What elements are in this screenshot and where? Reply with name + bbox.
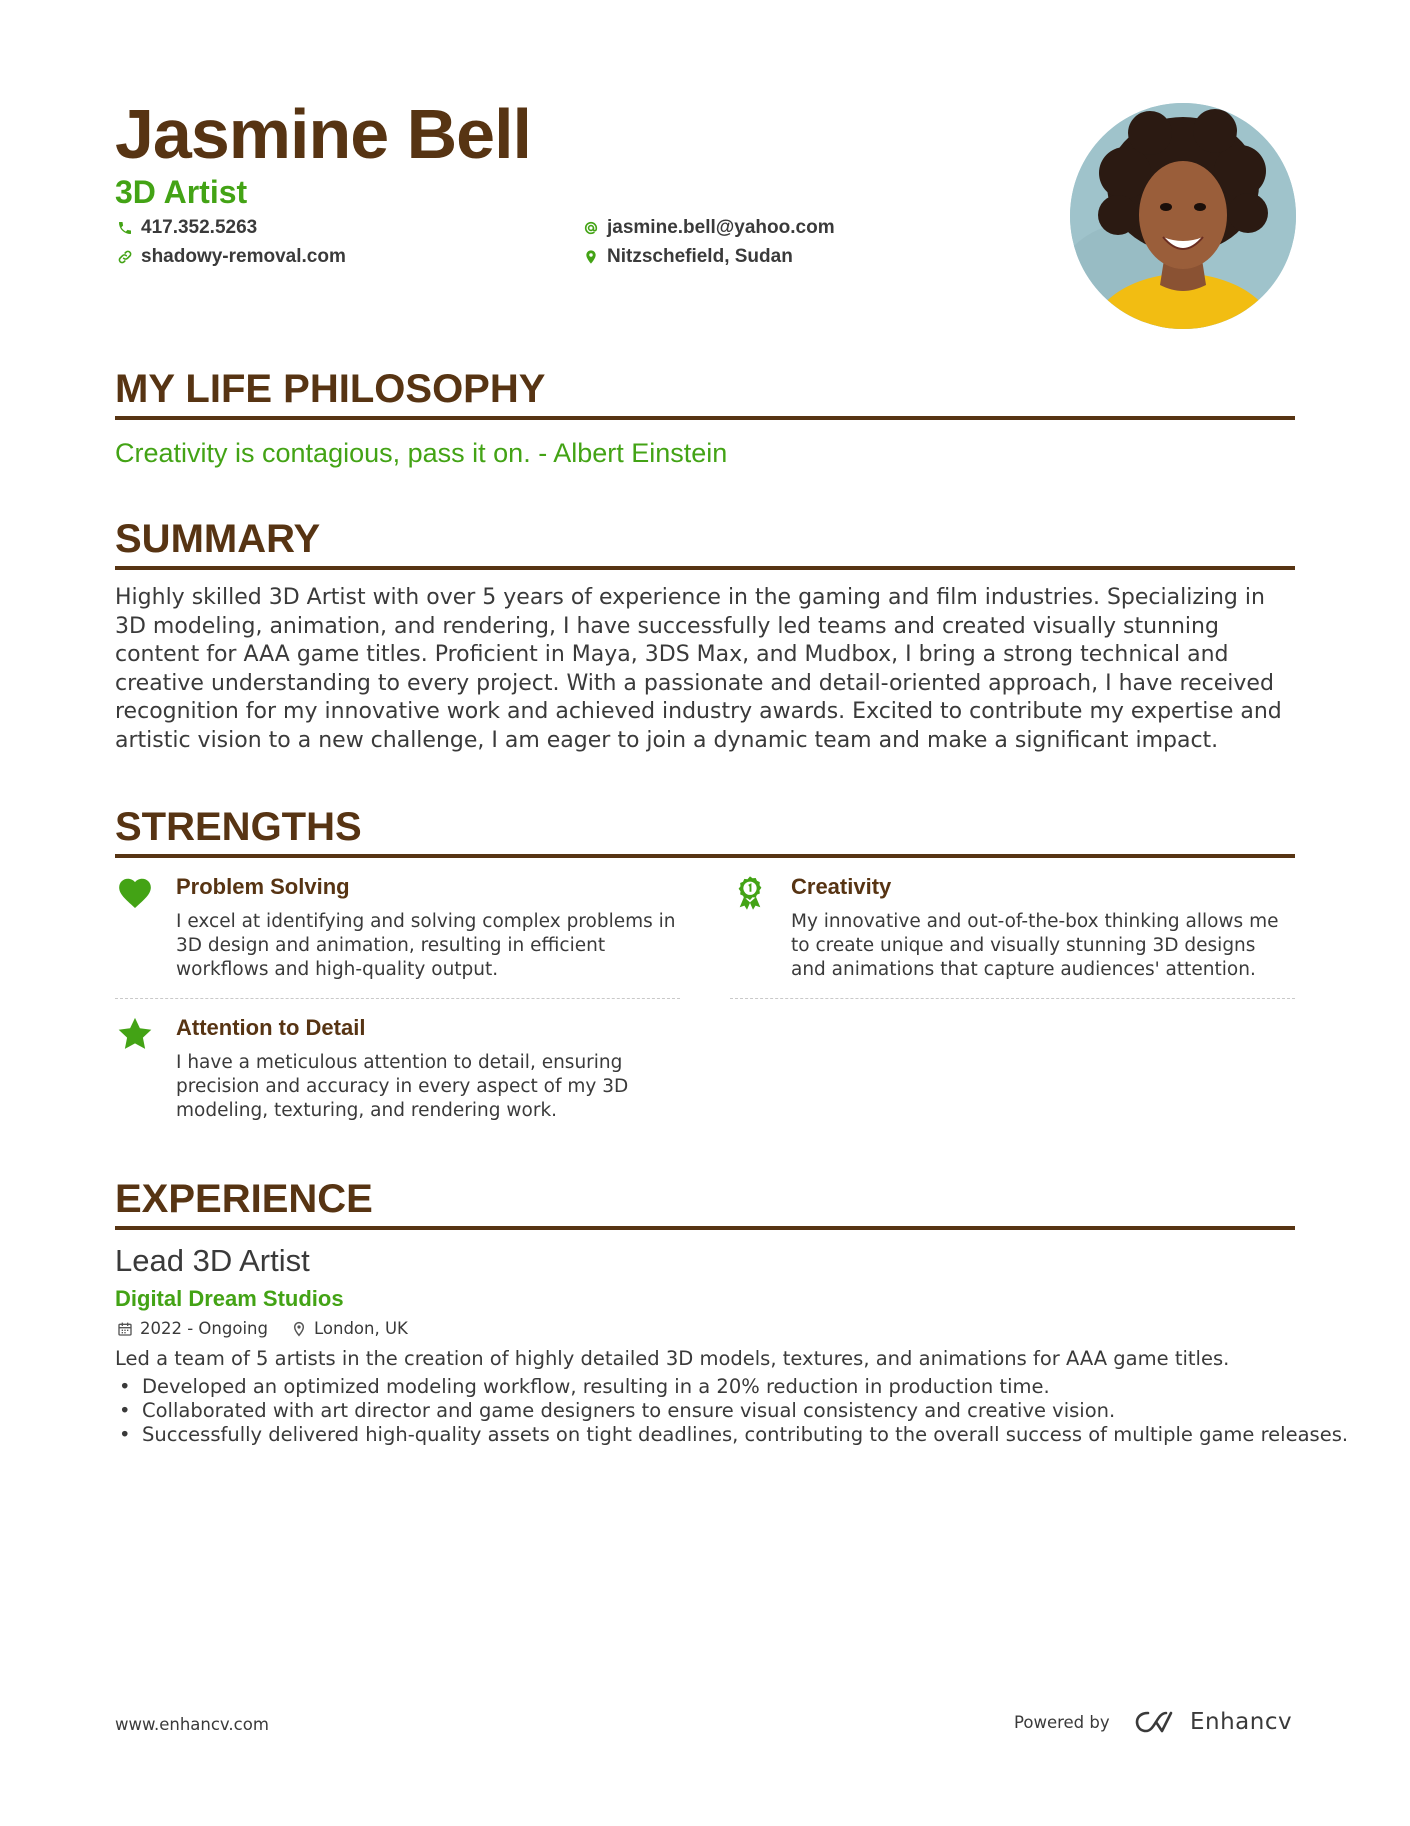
- footer-website[interactable]: www.enhancv.com: [115, 1715, 269, 1734]
- strength-title: Problem Solving: [176, 874, 350, 899]
- job-description: Led a team of 5 artists in the creation of highly detailed 3D models, textures, and animations for AAA game titles.: [115, 1347, 1230, 1370]
- section-divider: [115, 1226, 1295, 1230]
- footer-brand[interactable]: Enhancv: [1190, 1709, 1293, 1735]
- enhancv-logo-icon: [1134, 1705, 1174, 1739]
- phone-icon: [117, 220, 133, 236]
- job-achievements: [115, 1375, 1348, 1447]
- company-name: Digital Dream Studios: [115, 1286, 344, 1311]
- section-title-experience: EXPERIENCE: [115, 1177, 373, 1221]
- star-icon: [115, 1015, 155, 1053]
- strength-description: I have a meticulous attention to detail, ensuring precision and accuracy in every aspect of my 3D modeling, texturing, and rendering work.: [176, 1052, 629, 1121]
- strength-divider: [115, 998, 680, 999]
- contact-phone: [117, 216, 257, 240]
- achievement-item: • Collaborated with art director and game designers to ensure visual consistency and creative vision.: [115, 1399, 1348, 1423]
- achievement-item: • Successfully delivered high-quality assets on tight deadlines, contributing to the overall success of multiple game releases.: [115, 1423, 1348, 1447]
- summary-text: Highly skilled 3D Artist with over 5 years of experience in the gaming and film industries. Specializing in 3D modeling, animation, and rendering, I have successfully led teams and created visually stunning content for AAA game titles. Proficient in Maya, 3DS Max, and Mudbox, I bring a strong technical and creative understanding to every project. With a passionate and detail-oriented approach, I have received recognition for my innovative work and achieved industry awards. Excited to contribute my expertise and artistic vision to a new challenge, I am eager to join a dynamic team and make a significant impact.: [115, 585, 1282, 753]
- section-title-philosophy: MY LIFE PHILOSOPHY: [115, 367, 546, 411]
- contact-website: [117, 245, 346, 269]
- job-title: Lead 3D Artist: [115, 1243, 310, 1278]
- profile-photo: [1070, 103, 1296, 329]
- job-location: [291, 1318, 408, 1340]
- section-title-strengths: STRENGTHS: [115, 805, 362, 849]
- candidate-name: Jasmine Bell: [115, 95, 531, 173]
- contact-email: [583, 216, 835, 240]
- strength-description: My innovative and out-of-the-box thinking allows me to create unique and visually stunning 3D designs and animations that capture audiences' attention.: [791, 911, 1279, 980]
- contact-location: [583, 245, 793, 269]
- job-location-text: London, UK: [314, 1319, 408, 1338]
- strength-title: Creativity: [791, 874, 892, 899]
- location-pin-icon: [291, 1321, 307, 1337]
- location-pin-icon: [583, 249, 599, 265]
- link-icon: [117, 249, 133, 265]
- strength-divider: [730, 998, 1295, 999]
- achievement-item: • Developed an optimized modeling workflow, resulting in a 20% reduction in production time.: [115, 1375, 1348, 1399]
- heart-icon: [115, 874, 155, 912]
- location-text: Nitzschefield, Sudan: [607, 246, 793, 267]
- candidate-role: 3D Artist: [115, 174, 248, 210]
- footer-powered-by: Powered by: [1014, 1713, 1110, 1732]
- email-address: jasmine.bell@yahoo.com: [607, 217, 835, 238]
- section-divider: [115, 566, 1295, 570]
- strength-title: Attention to Detail: [176, 1015, 366, 1040]
- award-icon: [730, 874, 770, 912]
- job-date-range: 2022 - Ongoing: [140, 1319, 268, 1338]
- section-divider: [115, 854, 1295, 858]
- website-link: shadowy-removal.com: [141, 246, 346, 267]
- strength-description: I excel at identifying and solving complex problems in 3D design and animation, resulting in efficient workflows and high-quality output.: [176, 911, 676, 980]
- section-title-summary: SUMMARY: [115, 517, 321, 561]
- calendar-icon: [117, 1321, 133, 1337]
- philosophy-quote: Creativity is contagious, pass it on. - Albert Einstein: [115, 438, 728, 468]
- job-dates: [117, 1318, 268, 1340]
- phone-number: 417.352.5263: [141, 217, 258, 238]
- at-icon: [583, 220, 599, 236]
- section-divider: [115, 416, 1295, 420]
